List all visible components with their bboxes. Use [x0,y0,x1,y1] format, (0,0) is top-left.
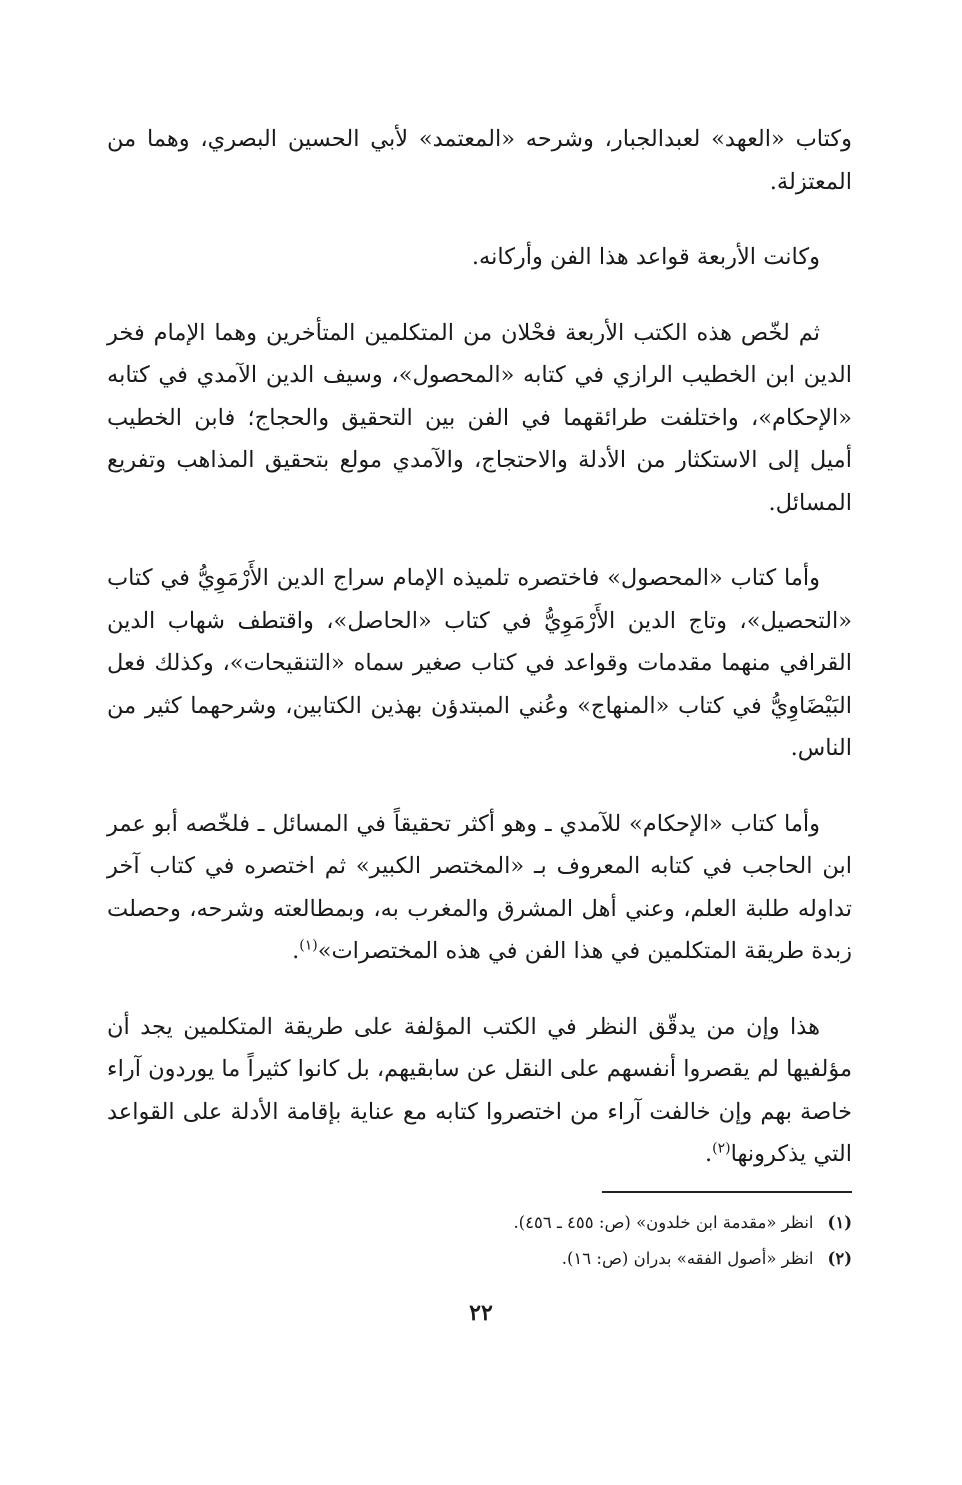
footnote-ref-2[interactable]: (٢) [712,1140,731,1157]
footnote-text: انظر «أصول الفقه» بدران (ص: ١٦). [561,1249,814,1268]
footnote-divider [602,1191,852,1193]
paragraph-2: وكانت الأربعة قواعد هذا الفن وأركانه. [471,244,820,270]
page-number: ٢٢ [469,1300,493,1326]
paragraph-5-text: وأما كتاب «الإحكام» للآمدي ـ وهو أكثر تحقيقاً في المسائل ـ فلخّصه أبو عمر ابن الحاجب في كتابه المعروف بـ «المختصر الكبير» ثم اختصره في كتاب آخر تداوله طلبة العلم، وعني أهل المشرق والمغرب به، وبمطالعته وشرحه، وحصلت زبدة طريقة المتكلمين في هذا الفن في هذه المختصرات» [107,810,852,964]
paragraph-1: وكتاب «العهد» لعبدالجبار، وشرحه «المعتمد» لأبي الحسين البصري، وهما من المعتزلة. [107,126,852,195]
footnote-text: انظر «مقدمة ابن خلدون» (ص: ٤٥٥ ـ ٤٥٦). [513,1213,814,1232]
paragraph-6-text: هذا وإن من يدقّق النظر في الكتب المؤلفة على طريقة المتكلمين يجد أن مؤلفيها لم يقصروا أنفسهم على النقل عن سابقيهم، بل كانوا كثيراً ما يوردون آراء خاصة بهم وإن خالفت آراء من اختصروا كتابه مع عناية بإقامة الأدلة على القواعد التي يذكرونها [107,1013,852,1167]
footnote-number: (١) [827,1213,852,1232]
paragraph-6-end: . [705,1141,713,1167]
paragraph-3: ثم لخّص هذه الكتب الأربعة فحْلان من المتكلمين المتأخرين وهما الإمام فخر الدين ابن الخطيب الرازي في كتابه «المحصول»، وسيف الدين الآمدي في كتابه «الإحكام»، واختلفت طرائقهما في الفن بين التحقيق والحجاج؛ فابن الخطيب أميل إلى الاستكثار من الأدلة والاحتجاج، والآمدي مولع بتحقيق المذاهب وتفريع المسائل. [107,319,852,516]
footnotes [107,1205,852,1277]
paragraph-4: وأما كتاب «المحصول» فاختصره تلميذه الإمام سراج الدين الأَرْمَوِيُّ في كتاب «التحصيل»، وتاج الدين الأَرْمَوِيُّ في كتاب «الحاصل»، واقتطف شهاب الدين القرافي منهما مقدمات وقواعد في كتاب صغير سماه «التنقيحات»، وكذلك فعل البَيْضَاوِيُّ في كتاب «المنهاج» وعُني المبتدؤن بهذين الكتابين، وشرحهما كثير من الناس. [107,565,852,761]
main-text [107,118,852,1209]
paragraph-5-end: . [292,938,300,964]
footnote-1 [107,1205,852,1241]
footnote-number: (٢) [827,1249,852,1268]
footnote-2 [107,1241,852,1277]
footnote-ref-1[interactable]: (١) [299,937,318,954]
paragraph-5 [107,803,852,973]
paragraph-6 [107,1006,852,1176]
